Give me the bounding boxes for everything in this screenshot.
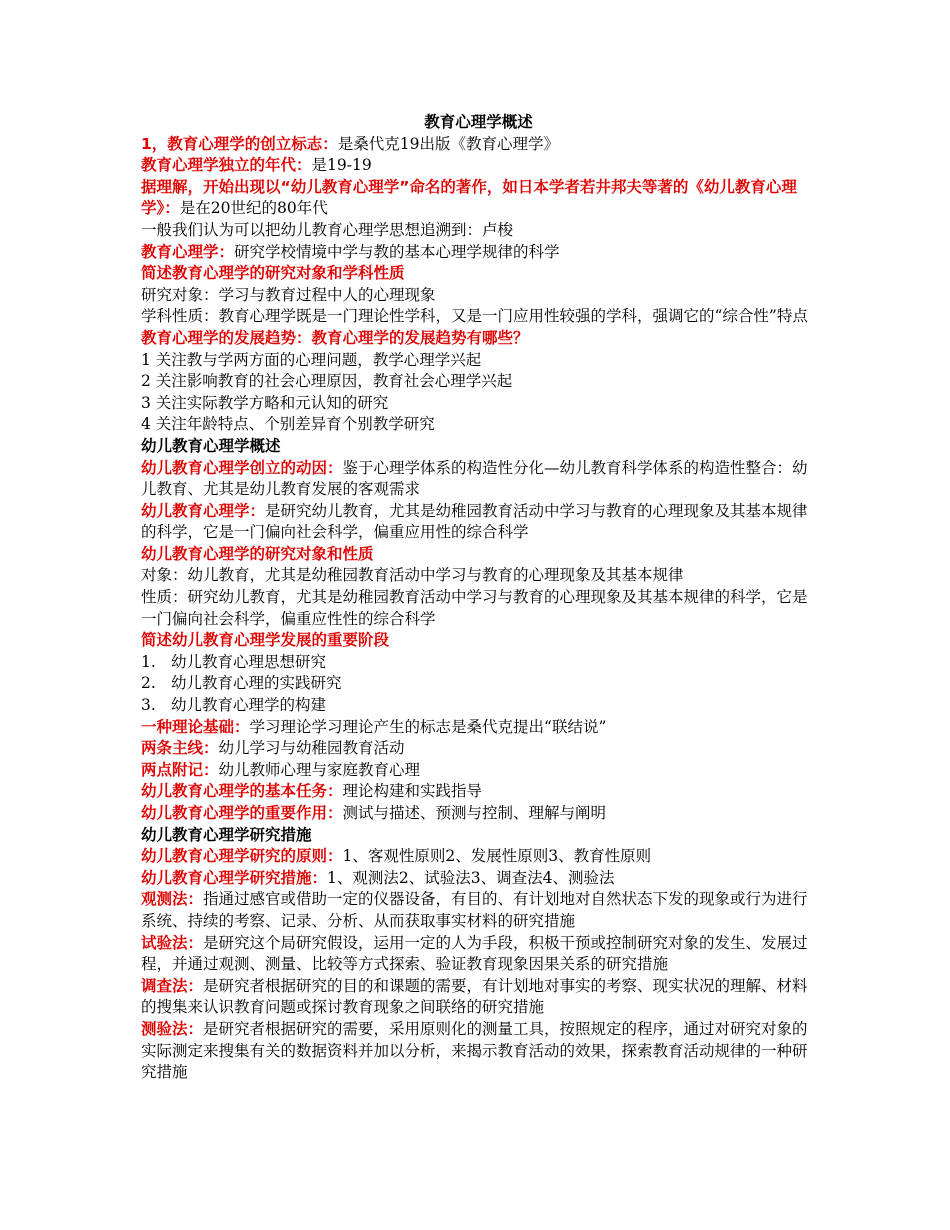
line-label: 教育心理学： [141, 242, 235, 261]
labeled-line [141, 976, 816, 1019]
labeled-line [141, 738, 816, 760]
labeled-line [141, 760, 816, 782]
line-label: 幼儿教育心理学研究措施： [141, 868, 328, 887]
section-heading: 幼儿教育心理学研究措施 [141, 825, 312, 844]
labeled-line [141, 177, 816, 220]
line-value: 是19-19 [311, 156, 372, 175]
paragraph-line: 性质：研究幼儿教育，尤其是幼稚园教育活动中学习与教育的心理现象及其基本规律的科学，它是一门偏向社会科学，偏重应性性的综合科学 [141, 588, 808, 628]
item-text: 幼儿教育心理的实践研究 [171, 674, 342, 693]
line-value: 是研究者根据研究的目的和课题的需要，有计划地对事实的考察、现实状况的理解、材料的搜集来认识教育问题或探讨教育现象之间联络的研究措施 [141, 976, 808, 1017]
line-value: 测试与描述、预测与控制、理解与阐明 [342, 804, 607, 822]
line-value: 1、客观性原则2、发展性原则3、教育性原则 [342, 847, 652, 866]
labeled-line [141, 155, 816, 177]
paragraph-line: 2 关注影响教育的社会心理原因，教育社会心理学兴起 [141, 372, 513, 391]
labeled-line [141, 803, 816, 825]
line-value: 是桑代克19出版《教育心理学》 [337, 134, 560, 153]
red-heading: 简述教育心理学的研究对象和学科性质 [141, 264, 405, 283]
labeled-line [141, 242, 816, 264]
document-page [141, 112, 816, 1084]
section-heading: 幼儿教育心理学概述 [141, 436, 281, 455]
paragraph-line: 1 关注教与学两方面的心理问题，教学心理学兴起 [141, 350, 482, 369]
paragraph-line: 3 关注实际教学方略和元认知的研究 [141, 393, 389, 412]
line-label: 幼儿教育心理学： [141, 501, 266, 520]
paragraph-line: 对象：幼儿教育，尤其是幼稚园教育活动中学习与教育的心理现象及其基本规律 [141, 566, 684, 585]
labeled-line [141, 933, 816, 976]
line-value: 鉴于心理学体系的构造性分化—幼儿教育科学体系的构造性整合：幼儿教育、尤其是幼儿教育发展的客观需求 [141, 458, 808, 499]
line-value: 学习理论学习理论产生的标志是桑代克提出“联结说” [249, 717, 607, 736]
paragraph-line: 一般我们认为可以把幼儿教育心理学思想追溯到：卢梭 [141, 220, 514, 239]
labeled-line [141, 458, 816, 501]
line-value: 幼儿学习与幼稚园教育活动 [218, 739, 405, 758]
red-heading: 简述幼儿教育心理学发展的重要阶段 [141, 631, 390, 650]
labeled-line [141, 868, 816, 890]
paragraph-line: 4 关注年龄特点、个别差异育个别教学研究 [141, 415, 435, 434]
labeled-line [141, 501, 816, 544]
line-label: 试验法： [141, 933, 204, 952]
labeled-line [141, 781, 816, 803]
line-value: 是研究这个局研究假设，运用一定的人为手段，积极干预或控制研究对象的发生、发展过程，并通过观测、测量、比较等方式探索、验证教育现象因果关系的研究措施 [141, 933, 808, 974]
numbered-item [141, 673, 816, 695]
paragraph-line: 研究对象：学习与教育过程中人的心理现象 [141, 285, 436, 304]
line-label: 幼儿教育心理学研究的原则： [141, 847, 343, 866]
labeled-line [141, 134, 816, 156]
line-label: 幼儿教育心理学的基本任务： [141, 782, 343, 801]
line-value: 是在20世纪的80年代 [179, 199, 328, 218]
document-title: 教育心理学概述 [424, 113, 533, 131]
labeled-line [141, 1019, 816, 1084]
line-value: 是研究幼儿教育，尤其是幼稚园教育活动中学习与教育的心理现象及其基本规律的科学，它是一门偏向社会科学，偏重应用性的综合科学 [141, 501, 808, 542]
line-value: 研究学校情境中学与教的基本心理学规律的科学 [234, 242, 560, 261]
item-number: 1. [141, 652, 156, 671]
line-label: 两条主线： [141, 739, 219, 758]
line-label: 幼儿教育心理学创立的动因： [141, 458, 343, 477]
line-label: 据理解，开始出现以“幼儿教育心理学”命名的著作，如日本学者若井邦夫等著的《幼儿教育心理学》： [141, 177, 797, 218]
line-value: 理论构建和实践指导 [342, 782, 483, 801]
line-label: 调查法： [141, 976, 204, 995]
line-label: 1，教育心理学的创立标志： [141, 134, 338, 153]
item-number: 2. [141, 674, 156, 693]
paragraph-line: 学科性质：教育心理学既是一门理论性学科，又是一门应用性较强的学科，强调它的“综合性”特点 [141, 307, 808, 326]
labeled-line [141, 889, 816, 932]
line-value: 是研究者根据研究的需要，采用原则化的测量工具，按照规定的程序，通过对研究对象的实际测定来搜集有关的数据资料并加以分析，来揭示教育活动的效果，探索教育活动规律的一种研究措施 [141, 1019, 808, 1082]
red-heading: 幼儿教育心理学的研究对象和性质 [141, 544, 374, 563]
numbered-item [141, 695, 816, 717]
item-text: 幼儿教育心理学的构建 [171, 696, 327, 715]
line-value: 指通过感官或借助一定的仪器设备，有目的、有计划地对自然状态下发的现象或行为进行系统、持续的考察、记录、分析、从而获取事实材料的研究措施 [141, 890, 808, 930]
labeled-line [141, 846, 816, 868]
line-value: 幼儿教师心理与家庭教育心理 [218, 760, 421, 779]
line-label: 两点附记： [141, 760, 219, 779]
item-text: 幼儿教育心理思想研究 [171, 652, 327, 671]
labeled-line [141, 717, 816, 739]
line-label: 观测法： [141, 890, 204, 909]
numbered-item [141, 652, 816, 674]
item-number: 3. [141, 696, 156, 715]
red-heading: 教育心理学的发展趋势：教育心理学的发展趋势有哪些？ [141, 328, 529, 347]
document-body [141, 134, 816, 1084]
line-label: 幼儿教育心理学的重要作用： [141, 804, 343, 822]
line-label: 教育心理学独立的年代： [141, 156, 312, 175]
line-label: 测验法： [141, 1019, 204, 1038]
line-label: 一种理论基础： [141, 717, 250, 736]
line-value: 1、观测法2、试验法3、调查法4、测验法 [327, 868, 615, 887]
